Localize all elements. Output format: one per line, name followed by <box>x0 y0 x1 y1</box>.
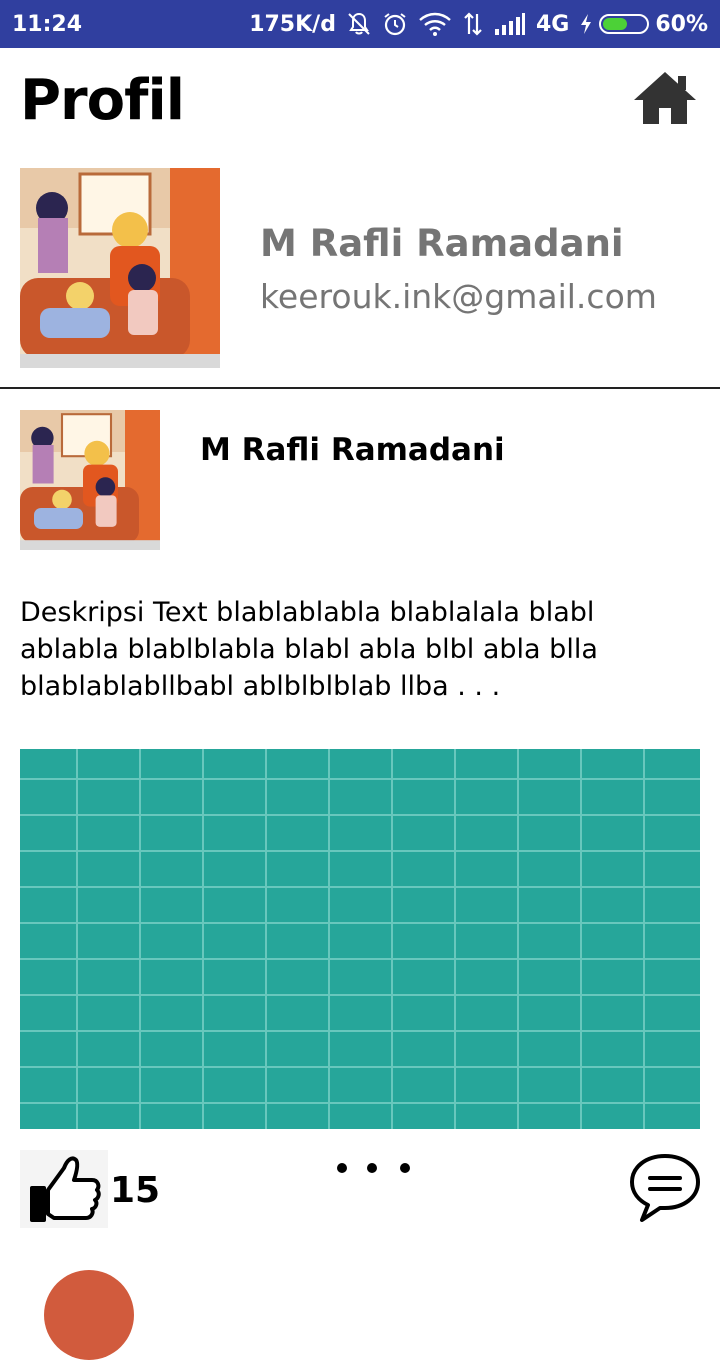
charging-icon <box>579 13 593 35</box>
post-author-avatar[interactable] <box>20 410 160 550</box>
home-button[interactable] <box>632 70 698 126</box>
battery-percent: 60% <box>655 11 708 37</box>
status-bar <box>0 0 720 48</box>
like-count: 15 <box>110 1170 161 1211</box>
post-image[interactable] <box>20 749 700 1129</box>
comment-icon <box>626 1150 704 1226</box>
battery-fill <box>603 18 627 30</box>
battery <box>579 12 708 37</box>
profile-email: keerouk.ink@gmail.com <box>260 277 657 316</box>
battery-icon <box>599 14 649 34</box>
network-speed: 175K/d <box>249 11 336 37</box>
page-title: Profil <box>20 68 184 133</box>
more-dots-icon <box>330 1152 420 1186</box>
signal-icon <box>494 13 526 35</box>
more-button[interactable] <box>330 1152 420 1186</box>
network-type: 4G <box>535 11 570 37</box>
status-time: 11:24 <box>12 11 83 37</box>
comment-button[interactable] <box>626 1150 704 1226</box>
divider <box>0 387 720 389</box>
post-description: Deskripsi Text blablablabla blablalala blabl ablabla blablblabla blabl abla blbl abla blla blablablabllbabl ablblblblab llba . . . <box>20 597 598 702</box>
profile-avatar[interactable] <box>20 168 220 368</box>
profile-name: M Rafli Ramadani <box>260 222 624 265</box>
mute-icon <box>346 11 372 37</box>
status-icons <box>249 11 708 37</box>
post-author-name: M Rafli Ramadani <box>200 432 505 468</box>
like-button[interactable] <box>20 1150 108 1228</box>
alarm-icon <box>382 11 408 37</box>
avatar-image <box>20 168 220 368</box>
avatar-image <box>20 410 160 550</box>
floating-action-button[interactable] <box>44 1270 134 1360</box>
data-icon <box>462 11 484 37</box>
home-icon <box>632 70 698 126</box>
grid-image <box>20 749 700 1129</box>
thumbs-up-icon <box>20 1150 108 1228</box>
wifi-icon <box>418 11 452 37</box>
